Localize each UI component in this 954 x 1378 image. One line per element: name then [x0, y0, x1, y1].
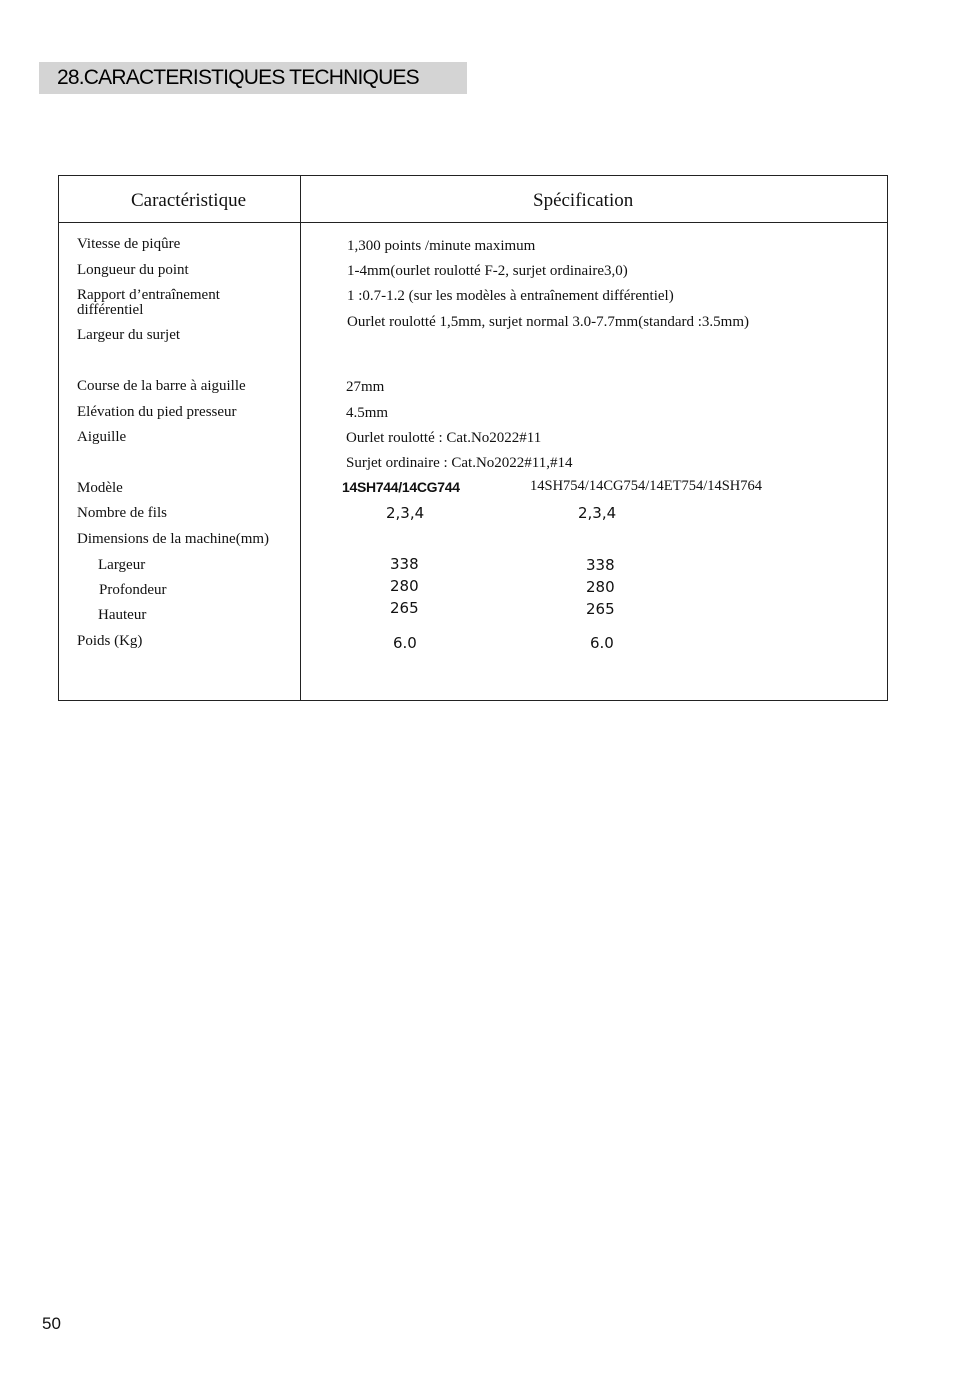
spec-vitesse: 1,300 points /minute maximum: [347, 238, 536, 254]
spec-largeur-surjet: Ourlet roulotté 1,5mm, surjet normal 3.0-7.7mm(standard :3.5mm): [347, 314, 750, 330]
model-poids: 6.0: [393, 634, 417, 652]
model-largeur: 338: [586, 556, 615, 574]
label-aiguille: Aiguille: [77, 429, 127, 445]
spec-rapport: 1 :0.7-1.2 (sur les modèles à entraînement différentiel): [347, 288, 674, 304]
spec-longueur: 1-4mm(ourlet roulotté F-2, surjet ordinaire3,0): [347, 263, 628, 279]
header-divider: [59, 222, 887, 223]
page-number: 50: [42, 1314, 61, 1333]
model-largeur: 338: [390, 555, 419, 573]
label-elevation: Elévation du pied presseur: [77, 404, 237, 420]
label-profondeur: Profondeur: [99, 582, 167, 598]
model-fils: 2,3,4: [386, 504, 425, 522]
label-rapport-line1: Rapport d’entraînement: [77, 287, 220, 303]
label-hauteur: Hauteur: [98, 607, 147, 623]
spec-course: 27mm: [346, 379, 385, 395]
spec-elevation: 4.5mm: [346, 405, 389, 421]
label-rapport-line2: différentiel: [77, 302, 144, 318]
column-divider: [300, 176, 301, 700]
model-name: 14SH744/14CG744: [342, 479, 460, 495]
section-title: 28.CARACTERISTIQUES TECHNIQUES: [39, 62, 467, 94]
header-caracteristique: Caractéristique: [131, 190, 247, 211]
label-vitesse: Vitesse de piqûre: [77, 236, 181, 252]
label-largeur: Largeur: [98, 557, 146, 573]
model-profondeur: 280: [586, 578, 615, 596]
label-largeur-surjet: Largeur du surjet: [77, 327, 181, 343]
label-poids: Poids (Kg): [77, 633, 143, 649]
header-specification: Spécification: [533, 190, 634, 211]
model-profondeur: 280: [390, 577, 419, 595]
model-fils: 2,3,4: [578, 504, 617, 522]
model-hauteur: 265: [586, 600, 615, 618]
spec-table: [58, 175, 888, 701]
model-poids: 6.0: [590, 634, 614, 652]
spec-aiguille-line1: Ourlet roulotté : Cat.No2022#11: [346, 430, 542, 446]
model-name: 14SH754/14CG754/14ET754/14SH764: [530, 478, 763, 494]
label-dimensions: Dimensions de la machine(mm): [77, 531, 270, 547]
label-course: Course de la barre à aiguille: [77, 378, 246, 394]
label-modele: Modèle: [77, 480, 123, 496]
spec-aiguille-line2: Surjet ordinaire : Cat.No2022#11,#14: [346, 455, 573, 471]
label-longueur: Longueur du point: [77, 262, 189, 278]
model-hauteur: 265: [390, 599, 419, 617]
label-nombre-fils: Nombre de fils: [77, 505, 167, 521]
